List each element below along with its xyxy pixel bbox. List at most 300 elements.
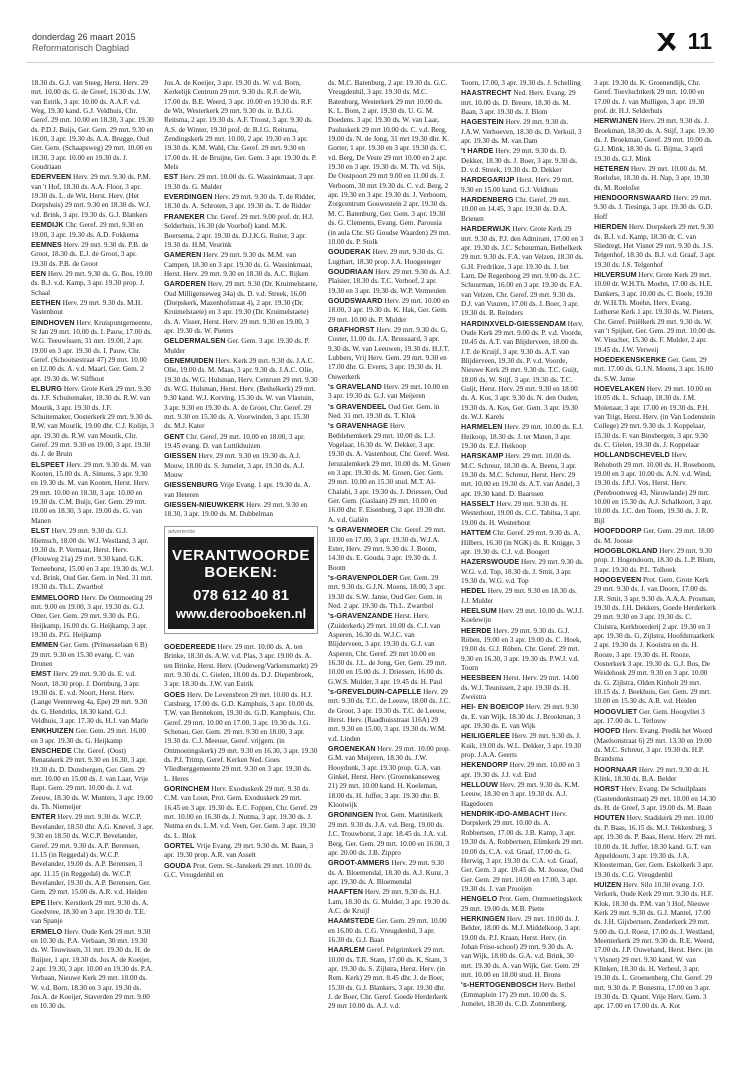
service-times: Herv. Stadskerk 29 mrt. 10.00 ds. P. Baas, 16.15 ds. M.J. Tekkenburg, 3 apr. 19.30 ds. P. Baas, Herst. Herv. 29 mrt. 10.00 ds. H. Juffer, 18.30 kand. G.T. van Appeldoorn, 3 apr. 19.30 ds. J.A. Kloosterman, Ger. Gem. Eskolkerk 3 apr. 19.30 ds. C.G. Vreugdenhil bbox=[594, 814, 717, 879]
place-name: 's GRAVENHAGE bbox=[328, 421, 389, 431]
place-name: GOES bbox=[163, 689, 186, 699]
place-name: 's-GREVELDUIN-CAPELLE bbox=[328, 687, 422, 696]
service-times: Chr. Geref. 29 mrt. 10.00 en 14.45, 3 apr. 19.30 ds. D.A. Brienen bbox=[461, 196, 571, 223]
service-times: Geref. Pelgrimkerk 29 mrt. 10.00 ds. T.R. Stam, 17.00 ds. K. Stam, 3 apr. 19.30 ds. S. Zijlstra, Herst. Herv. (in Rem. Kerk) 29 mrt. 8.45 dhr. J. de Boer, 15.30 ds. G.J. Blankers, 3 apr. 19.30 dhr. J. de Boer, Chr. Geref. Goede Herderkerk 29 mrt 10.00 ds. A.J. v.d. bbox=[328, 946, 448, 1011]
place-name: 's GRAVENMOER bbox=[328, 525, 389, 535]
place-name: HOOFDDORP bbox=[594, 526, 642, 536]
service-times: Herv. Evang. De Schuilplaats (Gastendonkstraat) 29 mrt. 10.00 en 14.30 ds. H. de Greef, 3 apr. 19.00 ds. M. Baan bbox=[594, 785, 716, 813]
service-listing-entry bbox=[461, 894, 584, 914]
service-listing-entry bbox=[328, 945, 451, 1011]
service-listing-entry bbox=[594, 270, 717, 355]
service-times: Chr. Geref. 29 mrt. 9.00 prof. dr. H.J. Selderhuis, 16.30 (de Voorhof) kand. M.K. Boersema, 2 apr. 19.30 ds. D.J.K.G. Ruiter, 3 apr. 19.30 ds. H.M. Veurink bbox=[163, 212, 314, 249]
place-name: HOOGEVEEN bbox=[594, 574, 642, 584]
service-listing-entry bbox=[31, 812, 154, 897]
page-header bbox=[26, 22, 714, 62]
service-times: Ger. Gem. 29 mrt. 16.00 en 3 apr. 19.30 ds. G. Heijkamp bbox=[31, 727, 146, 745]
place-name: GENEMUIDEN bbox=[163, 355, 214, 365]
service-listing-entry bbox=[328, 421, 451, 525]
service-listing-entry bbox=[461, 731, 584, 760]
service-listing-entry bbox=[328, 402, 451, 422]
service-times: Herv. 29 mrt. 10.00 ds. A. ten Brinke, 18.30 ds. A.W. v.d. Plas, 3 apr. 19.00 ds. A. ten Brinke, Herst. Herv. (Oudeweg/Varkensmarkt) 29 mrt. 9.30 ds. C. Gielen, 18.00 ds. D.J. Diepenbroek, 3 apr. 18.30 ds. J.W. van Estrik bbox=[163, 642, 318, 689]
advert-body bbox=[168, 537, 314, 629]
service-listing-entry bbox=[328, 858, 451, 887]
place-name: 's-HERTOGENBOSCH bbox=[461, 980, 538, 990]
service-listing-entry bbox=[594, 546, 717, 575]
service-listing-entry bbox=[164, 212, 318, 250]
service-listing-entry bbox=[328, 916, 451, 945]
service-times: Ger. Gem. 29 mrt. 9.30 ds. G.J.N. Moens, 18.00, 3 apr. 19.30 ds. S.W. Janse, Oud Ger. Gem. in Ned. 2 apr. 19.30 ds. Th.L. Zwartbol bbox=[328, 573, 446, 610]
service-times: Herv. 29 mrt. 9.30 ds. H. Westerhout, 19.00 ds. C.C. Tabitsa, 3 apr. 19.00 ds. H. Westerhout bbox=[461, 500, 581, 527]
place-name: HASSELT bbox=[461, 499, 495, 509]
service-listing-entry bbox=[328, 611, 451, 687]
text-column bbox=[328, 79, 451, 1059]
text-column bbox=[461, 79, 584, 1059]
advert-phone: 078 612 40 81 bbox=[193, 586, 289, 604]
place-name: EDERVEEN bbox=[31, 172, 72, 182]
place-name: HOEVELAKEN bbox=[594, 384, 645, 393]
place-name: EEMDIJK bbox=[31, 220, 64, 230]
place-name: HARDENBERG bbox=[461, 195, 514, 205]
service-listing-entry bbox=[328, 887, 451, 916]
service-times: Herv. 29 mrt. 10.00 ds. J. Belder, 18.00 ds. M.J. Middelkoop, 3 apr. 19.00 ds. P.J. Kraan, Herst. Herv. (in Johan Friso-school) 29 mrt. 9.30 ds. A. van Wijk, 18.00 ds. G.A. v.d. Brink, 30 mrt. 19.30 ds. A. van Wijk, Ger. Gem. 29 mrt. 10.00 en 18.00 stud. H. Brons bbox=[461, 914, 581, 979]
service-times: Herst. Herv. 29 mrt. 9.30 en 15.00 kand. G.J. Veldhuis bbox=[461, 176, 574, 194]
service-times: Herv. 29 mrt. 9.30 ds. J. Broekman, 18.30 ds. A. Stijf, 3 apr. 19.30 ds. J. Broekman, Geref. 29 mrt. 10.00 ds. G.J. Mink, 18.30 ds. G. Bijma, 3 april 19.30 ds. G.J. Mink bbox=[594, 117, 714, 163]
service-times: Herv. 29 mrt. 9.30 ds. K.M. Leeuw, 18.30 en 3 apr. 19.30 ds. A.J. Hagedoorn bbox=[461, 781, 580, 808]
service-listing-entry bbox=[461, 319, 584, 423]
place-name: GIESSEN bbox=[163, 451, 197, 461]
advert-title-line2: BOEKEN: bbox=[204, 563, 278, 581]
service-times: Prot. Gem. Ontmoetingskerk 29 mrt. 19.00 ds. M.B. Piette bbox=[461, 895, 583, 913]
service-times: Herv. 29 mrt. 9.30 prop. J. Hogendoorn, 18.30 ds. L.P. Blom, 3 apr. 19.30 ds. P.L. Tolhoek bbox=[594, 546, 716, 574]
service-times: Herv. 29 mrt. 9.30 ds. G.J. Hiemsch, 18.00 ds. W.J. Westland, 3 apr. 19.30 ds. P. Vermaat, Herst. Herv. (Flouweg 21a) 29 mrt. 9.30 kand. G.K. Terneehorst, 15.00 en 3 apr. 19.30 ds. W.J. v.d. Brink, Oud Ger. Gem. in Ned. 31 mrt. 19.30 ds. Th.L. Zwartbol bbox=[31, 527, 154, 592]
service-listing-entry bbox=[594, 79, 717, 116]
service-listing-entry bbox=[461, 175, 584, 195]
service-times: Herv. Dorpskerk 29 mrt. 9.30 ds. B.J. v.d. Kamp, 18.30 dr. C. van Sliedregt, Het Visnet 29 mrt. 9.30 ds. J.S. Telgenhof, 18.30 ds. B.J. v.d. Graaf, 3 apr. 19.30 ds. J.S. Telgenhof bbox=[594, 223, 716, 269]
service-listing-entry bbox=[31, 593, 154, 641]
service-times: Herv. Kruispuntgemeente, St Jan 29 mrt. 10.00 ds. I. Pauw, 17.00 ds. W.G. Teeuwissen, 31 mrt. 19.00, 2 apr. 19.00 en 3 apr. 19.30 ds. I. Pauw, Chr. Geref. (Schootsestraat 47) 29 mrt. 10.00 en 12.00 ds. A. v.d. Maarl, Ger. Gem. 2 apr. 19.30 ds. W. Silfhout bbox=[31, 318, 153, 383]
service-times: Herv. 29 mrt. 10.00 prop. G.M. van Meijeren, 18.30 ds. J.W. Hooydonk, 3 apr. 19.30 prop. G.A. van Ginkel, Herst. Herv. (Groenekanseweg 21) 29 mrt. 10.00 kand. H. Koeleman, 18.00 ds. H. Juffer, 3 apr. 19.30 dhr. B. Klootwijk bbox=[328, 745, 451, 810]
place-name: HEI- EN BOEICOP bbox=[461, 702, 525, 712]
service-times: Ger. Gem. 29 mrt. 18.00 ds. M. Joosse bbox=[594, 527, 714, 545]
service-listing-entry bbox=[461, 79, 584, 88]
service-times: Herv. 29 mrt. 9.30 ds. W.G. v.d. Top, 18.30 ds. J. Smit, 3 apr. 19.30 ds. W.G. v.d. Top bbox=[461, 558, 584, 585]
service-times: Herv. Bethel (Emmaplein 17) 29 mrt. 10.00 ds. S. Jumelet, 18.30 ds. C.D. Zonnenberg, bbox=[461, 981, 576, 1008]
header-date: donderdag 26 maart 2015 bbox=[32, 32, 136, 42]
service-times: Herv. Grote Kerk 29 mrt. 9.30 ds. J.F. Schuitemaker, 18.30 ds. R.W. van Mourik, 3 apr. 19.30 ds. J.F. Schuitemaker, Oosterkerk 29 mrt. 9.30 ds. R.W. van Mourik, 19.00 dhr. C.J. Kolijn, 3 apr. 19.30 ds. R.W. van Mourik, Chr. Geref. 29 mrt. 9.30 en 19.00, 3 apr. 19.30 ds. J. de Bruin bbox=[31, 385, 154, 459]
service-times: 3 apr. 19.30 ds. K. Groenendijk, Chr. Geref. Toevluchtkerk 29 mrt. 10.00 en 17.00 ds. J. van Mulligen, 3 apr. 19.30 prof. dr. H.J. Selderhuis bbox=[594, 79, 705, 116]
place-name: HOOGBLOKLAND bbox=[594, 545, 658, 555]
place-name: HEERDE bbox=[461, 625, 492, 635]
place-name: ELBURG bbox=[31, 384, 62, 393]
place-name: HELLOUW bbox=[461, 780, 499, 790]
place-name: EMMEN bbox=[31, 640, 59, 650]
service-times: Herv. 29 mrt. 9.30 (Dr. Kruimelstaete, Oud Milligenseweg 34a) ds. D. v.d. Streek, 16.00 (Dorpskerk, Mazenhofstraat 4), 2 apr. 19.30 (Dr. Kruimelstaete) en 3 apr. 19.30 (Dr. Kruimelstaete) ds. A. Visser, Herst. Herv. 29 mrt. 9.30 en 19.00, 3 apr. 19.30 ds. W. Pieters bbox=[163, 280, 318, 335]
service-times: Herv. 29 mrt. 9.30 ds. J. Kuik, 19.00 ds. W.L. Dekker, 3 apr. 19.30 prop. J.A.A. Geerts bbox=[461, 732, 582, 760]
place-name: 't HARDE bbox=[461, 146, 494, 156]
service-listing-entry bbox=[461, 557, 584, 586]
place-name: EETHEN bbox=[31, 297, 61, 307]
advert-tag: advertentie bbox=[167, 528, 196, 535]
service-times: Herv. Grote Kerk 29 mrt. 9.30 ds. P.J. den Admirant, 17.00 en 3 apr. 19.30 ds. J.C. Schuurman, Bethelkerk 29 mrt. 9.30 ds. F.A. van Velzen, 18.30 ds. G.H. Fredrikze, 3 apr. 19.30 ds. J. bet Lam, De Regenboog 29 mrt. 9.00 ds. J.C. Schuurman, 16.00 en 3 apr. 19.30 ds. F.A. van Velzen, Chr. Geref. 29 mrt. 9.30 ds. D.J. van Vuuren, 17.00 ds. J. Boer, 3 apr. 19.30 ds. B. Reinders bbox=[461, 225, 584, 318]
place-name: GOUDERAK bbox=[328, 247, 371, 257]
service-listing-entry bbox=[31, 79, 154, 172]
service-listing-entry bbox=[461, 224, 584, 318]
service-times: Herv. 29 mrt. 9.30 ds. M.H. Vastenhout bbox=[31, 298, 143, 317]
service-listing-entry bbox=[461, 760, 584, 780]
service-times: Herv. Kerk 29 mrt. 9.30 ds. J.A.C. Olie, 19.00 ds. M. Maas, 3 apr. 9.30 ds. J.A.C. Olie, 19.30 ds. W.G. Hulsman, Herv. Centrum 29 mrt. 9.30 ds. W.G. Hulsman, Herst. Herv. (Bethelkerk) 29 mrt. 9.30 kand. W.J. Korving, 15.30 ds. W. van Vlastuin, 3 apr. 9.30 en 19.30 ds. A. de Groot, Chr. Geref. 29 mrt. 9.30 en 15.30 ds. A. Voorwinden, 3 apr. 15.30 ds. M.J. Kater bbox=[163, 356, 318, 431]
service-times: Herv. 29 mrt. 10.00 ds. G. Wassinkmaat, 3 apr. 19.30 ds. G. Mulder bbox=[163, 173, 315, 191]
service-times: Herv. 29 mrt. 9.30 ds. E. v.d. Noort, 18.30 prop. J. Dornburg, 3 apr. 19.30 ds. E. v.d. Noort, Herst. Herv. (Lange Veenteweg 4a, Epe) 29 mrt. 9.30 ds. G. Hendriks, 18.30 kand. G.J. Veldhuis, 3 apr. 17.30 ds. H.J. van Marle bbox=[31, 670, 149, 726]
place-name: 's-GRAVENZANDE bbox=[328, 611, 393, 621]
service-listing-entry bbox=[461, 195, 584, 224]
place-name: 's-GRAVENPOLDER bbox=[328, 572, 398, 582]
place-name: 's GRAVENDEEL bbox=[328, 401, 387, 411]
service-listing-entry bbox=[594, 450, 717, 526]
service-listing-entry bbox=[328, 744, 451, 810]
place-name: GRAFHORST bbox=[328, 324, 375, 334]
service-times: Herst. Herv. 29 mrt. 14.00 ds. W.J. Teunissen, 2 apr. 19.30 ds. H. Zweistra bbox=[461, 674, 579, 701]
service-listing-entry bbox=[31, 318, 154, 384]
service-times: Herv. 29 mrt. 9.30 en 18.30, 3 apr. 19.00 ds. M. Dubbelman bbox=[163, 501, 308, 519]
service-listing-entry bbox=[461, 702, 584, 731]
service-times: Vrije Evang. 1 apr. 19.30 ds. A. van Heteren bbox=[163, 481, 311, 499]
service-times: Vrije Evang. 29 mrt. 9.30 ds. M. Baan, 3 apr. 19.30 prop. A.R. van Asselt bbox=[163, 842, 314, 860]
service-times: Ger. Gem. 29 mrt. 10.00 en 16.00 ds. C.G. Vreugdenhil, 3 apr. 16.30 ds. G.J. Baan bbox=[328, 917, 447, 944]
service-listing-entry bbox=[328, 296, 451, 325]
place-name: HAAFTEN bbox=[328, 887, 364, 897]
service-listing-entry bbox=[164, 279, 318, 336]
service-listing-entry bbox=[461, 528, 584, 557]
place-name: GAMEREN bbox=[163, 250, 202, 260]
service-times: Herv. 29 mrt. 9.30 ds. J. Tiesinga, 3 apr. 19.30 ds. G.D. Hoff bbox=[594, 194, 713, 221]
service-times: Herv. 29 mrt. 9.30 ds. M.M. van Campen, 18.30 en 3 apr. 19.30 ds. G. Wassinkmaat, Herst. Herv. 29 mrt. 9.30 en 18.30 ds. A.C. Rijken bbox=[163, 251, 313, 278]
service-times: Herv. 29 mrt. 9.30 ds. W.C.P. Bevelander, 18.50 dhr. A.G. Knevel, 3 apr. 9.30 en 18.50 ds. W.C.P. Bevelander, Geref. 29 mrt. 9.30 ds. A.P. Berensen, 11.15 (in Reggedal) ds. W.C.P. Bevelander, 19.00 ds. A.P. Berensen, 3 apr. 11.15 (in Reggedal) ds. W.C.P. Bevelander, 19.30 ds. A.P. Berensen, Ger. Gem. 29 mrt. 15.00 ds. A.R. v.d. Heiden bbox=[31, 813, 154, 897]
place-name: GROOT-AMMERS bbox=[328, 858, 390, 868]
place-name: GARDEREN bbox=[163, 279, 206, 289]
advert-title-line1: VERANTWOORDE bbox=[171, 546, 311, 564]
place-name: HOUTEN bbox=[594, 813, 625, 823]
place-name: HAAMSTEDE bbox=[328, 916, 375, 926]
service-listing-entry bbox=[594, 726, 717, 764]
service-times: Toorn, 17.00, 3 apr. 19.30 ds. J. Schelling bbox=[461, 79, 581, 87]
advertisement-box bbox=[164, 526, 318, 634]
service-times: Herv. Exoduskerk 29 mrt. 9.30 ds. C.M. van Loon, Prot. Gem. Exoduskerk 29 mrt. 16.45 en 3 apr. 19.30 ds. E.C. Foppen, Chr. Geref. 29 mrt. 10.00 en 16.30 ds. J. Nutma, 3 apr. 19.30 ds. J. Nutma en ds. L.M. v.d. Veen, Ger. Gem. 3 apr. 19.30 ds. L. Blok bbox=[163, 784, 318, 840]
place-name: HIERDEN bbox=[594, 222, 628, 232]
service-times: Herv. Bethlehemkerk 29 mrt. 10.00 ds. L.J. Vogelaar, 16.30 ds. W. Dekker, 3 apr. 19.30 ds. A. Vastenhout, Chr. Geref. West. Jeruzalemkerk 29 mrt. 10.00 ds. M. Groen en 3 apr. 19.30 ds. M. Groen, Ger. Gem. 29 mrt. 10.00 en 15.30 stud. M.T. Al-Chalabi, 3 apr. 19.30 ds. J. Driessen, Oud Ger. Gem. (Gaslaan) 29 mrt. 10.00 en 16.00 dhr. F. Eisenburg, 3 apr. 19.30 dhr. A. v.d. Galiën bbox=[328, 422, 451, 524]
place-name: ENSCHEDE bbox=[31, 746, 72, 756]
place-name: GOUDRIAAN bbox=[328, 266, 374, 276]
place-name: ENKHUIZEN bbox=[31, 726, 74, 736]
service-listing-entry bbox=[164, 451, 318, 480]
service-times: Jos.A. de Koeijer, 3 apr. 19.30 ds. W. v.d. Born, Kerkelijk Centrum 29 mrt. 9.30 ds. R.F. de Wit, 17.00 ds. B.E. Weerd, 3 apr. 10.00 en 19.30 ds. R.F. de Wit, Westerkerk 29 mrt. 9.30 ds. ir. B.J.G. Reitsma, 2 apr. 19.30 ds. A.F. Troost, 3 apr. 9.30 ds. A.S. de Winter, 19.30 prof. dr. B.J.G. Reitsma, Zendingskerk 29 mrt. 10.00, 2 apr. 19.30 en 3 apr. 19.30 ds. K.M. Wahl, Chr. Geref. 29 mrt. 9.30 en 17.00 ds. H. de Bruijne, Ger. Gem. 3 apr. 19.30 ds. P. Mels bbox=[163, 79, 317, 172]
service-times: Herv. Grote Kerk 29 mrt. 10.00 dr. W.H.Th. Moehn, 17.00 ds. H.E. Dankers, 3 apr. 10.00 ds. C. Boele, 19.30 dr. W.H.Th. Moehn, Herv. Evang. Lutherse Kerk 1 apr. 19.30 ds. W. Pieters, Chr. Geref. Pniëlkerk 29 mrt. 9.30 ds. W. van 't Spijker, Ger. Gem. 29 mrt. 10.00 ds. W. Visscher, 15.30 ds. F. Mulder, 2 apr. 19.45 ds. J.W. Verweij bbox=[594, 270, 716, 354]
service-times: Herv. 29 mrt. 10.00 ds. E.J. Heikoop, 18.30 ds. J. ter Maten, 3 apr. 19.30 ds. E.J. Heikoop bbox=[461, 423, 584, 451]
place-name: HAASTRECHT bbox=[461, 88, 512, 98]
service-listing-entry bbox=[164, 690, 318, 784]
place-name: GOUDSWAARD bbox=[328, 295, 383, 305]
service-times: Herv. 29 mrt. 9.30 ds. T.C. de Leeuw, 18.00 ds. J.C. de Groot, 3 apr. 19.30 ds. T.C. de Leeuw, Herst. Herv. (Raadhuisstraat 116A) 29 mrt. 9.30 en 15.00, 3 apr. 19.30 ds. W.M. v.d. Linden bbox=[328, 688, 451, 743]
place-name: EEMNES bbox=[31, 239, 62, 249]
service-listing-entry bbox=[164, 500, 318, 520]
place-name: GENT bbox=[163, 431, 185, 441]
service-times: Herv. 29 mrt. 9.30 ds. H.J. Lam, 18.30 ds. G. Mulder, 3 apr. 19.30 ds. A.C. de Kruijf bbox=[328, 888, 450, 915]
service-listing-entry bbox=[31, 746, 154, 812]
service-times: Herv. Kerstkerk 29 mrt. 9.30 ds. A. Goedvree, 18.30 en 3 apr. 19.30 dr. T.E. van Spanje bbox=[31, 898, 149, 926]
place-name: HERKINGEN bbox=[461, 913, 506, 923]
service-listing-entry bbox=[164, 356, 318, 432]
service-listing-entry bbox=[31, 269, 154, 298]
place-name: GRONINGEN bbox=[328, 810, 374, 820]
service-times: Herv. 29 mrt. 9.30 en 19.30 ds. A.J. Mouw, 18.00 ds. S. Jumelet, 3 apr. 19.30 ds. A.J. Mouw bbox=[163, 452, 305, 480]
service-listing-entry bbox=[594, 384, 717, 450]
header-divider bbox=[26, 62, 714, 63]
service-times: Herv. 29 mrt. 10.00 en 3 apr. 19.30 ds. G.J. van Meijeren bbox=[328, 383, 449, 401]
service-listing-entry bbox=[461, 451, 584, 499]
service-listing-entry bbox=[31, 240, 154, 269]
service-times: Herv. Oude Kerk 29 mrt. 9.30 en 10.30 ds. P.A. Verbaan, 30 mrt. 19.30 ds. W. Teuwissen, 31 mrt. 19.30 ds. H. de Ruijter, 1 apr. 19.30 ds. Jos A. de Koeijer, 2 apr. 19.30, 3 apr. 10.00 en 19.30 ds. P.A. Verbaan, Nieuwe Kerk 29 mrt. 10.00 ds. W. v.d. Born, 18.30 en 3 apr. 19.30 ds. Jos.A. de Koeijer, Staverden 29 mrt. 9.00 en 10.30 ds. bbox=[31, 927, 153, 1011]
service-times: Ger. Gem. Hoogvliet 3 apr. 17.00 ds. L. Terlouw bbox=[594, 707, 705, 726]
service-times: Herv. 29 mrt. 10.00 en 18.00, 3 apr. 19.30 ds. K. Hak, Ger. Gem. 29 mrt. 10.00 ds. P. Mulder bbox=[328, 296, 450, 324]
service-listing-entry bbox=[594, 813, 717, 879]
place-name: GOEDEREEDE bbox=[163, 641, 216, 651]
service-times: Herv. Dorpskerk 29 mrt. 10.00 ds. A. Robbertsen, 17.00 ds. J.B. Kamp, 3 apr. 19.30 ds. A. Robbertsen, Elimkerk 29 mrt. 10.00 ds. C.A. v.d. Graaf, 17.00 ds. G. Herwig, 3 apr. 19.30 ds. C.A. v.d. Graaf, Ger. Gem. 3 apr. 19.45 ds. M. Joosse, Oud Ger. Gem. 29 mrt. 10.00 en 17.00, 3 apr. 19.30 ds. J. van Prooijen bbox=[461, 810, 583, 893]
service-times: Herv. 29 mrt. 10.00 en 10.05 dk. L. Schaap, 18.30 ds. J.M. Molenaar, 3 apr. 17.00 en 19.30 ds. P.H. van Trigt, Herst. Herv. (in Van Lodenstein College) 29 mrt. 9.30 ds. J. Koppelaar, 15.30 ds. F. van Binsbergen, 3 apr. 9.30 ds. C. Gielen, 19.30 ds. J. Koppelaar bbox=[594, 385, 715, 450]
service-times: Herv. 29 mrt. 9.30 ds. P.M. van 't Hof, 18.30 ds. A.A. Floor, 3 apr. 19.30 ds. L. de Wit, Herst. Herv. (Het Dorpshuis) 29 mrt. 9.30 en 18.30 ds. W.J. v.d. Brink, 3 apr. 19.30 ds. G.J. Blankers bbox=[31, 173, 151, 219]
text-column bbox=[594, 79, 717, 1059]
place-name: HARDINXVELD-GIESSENDAM bbox=[461, 318, 566, 328]
place-name: HATTEM bbox=[461, 528, 492, 538]
service-times: Herv. 29 mrt. 10.00 en 3 apr. 19.30 ds. J.J. v.d. End bbox=[461, 761, 580, 779]
service-listing-entry bbox=[594, 575, 717, 707]
advert-website: www.derooboeken.nl bbox=[175, 605, 307, 621]
place-name: 's GRAVELAND bbox=[328, 382, 382, 391]
service-listing-entry bbox=[31, 384, 154, 460]
place-name: GROENEKAN bbox=[328, 744, 376, 754]
service-listing-entry bbox=[594, 526, 717, 546]
service-times: Chr. Geref. 29 mrt. 10.00 en 18.00, 3 apr. 19.45 evang. D. van Luttikhuizen bbox=[163, 432, 305, 451]
service-times: Herv. Oude Kerk 29 mrt. 9.00 ds. P. v.d. Voorde, 10.45 ds. A.T. van Blijderveen, 18.00 ds. J.T. de Kruijf, 3 apr. 9.30 ds. A.T. van Blijderveen, 19.30 ds. P. v.d. Voorde, Nieuwe Kerk 29 mrt. 9.30 ds. T.C. Guijt, 18.00 ds. W. Stijf, 3 apr. 19.30 ds. T.C. Guijt, Herst. Herv. 29 mrt. 9.30 en 18.00 ds. A. Kos, 3 apr. 9.30 ds. N. den Ouden, 19.30 ds. A. Kos, Ger. Gem. 3 apr. 19.30 ds. W.J. Karels bbox=[461, 319, 584, 422]
service-times: Chr. Geref. 29 mrt. 9.30 en 19.00, 3 apr. 19.30 ds. A.D. Fokkema bbox=[31, 221, 144, 239]
header-publication: Reformatorisch Dagblad bbox=[32, 43, 130, 53]
service-times: Herv. 29 mrt. 9.30 ds. G.J. Röben, 19.00 en 3 apr. 19.00 ds. C. Hoek, 19.00 ds. G.J. Röben, Chr. Geref. 29 mrt. 9.30 en 16.30, 3 apr. 19.30 ds. P.W.J. v.d. Toorn bbox=[461, 626, 582, 672]
service-times: Chr. Geref. (Oost) Renatakerk 29 mrt. 9.30 en 16.30, 3 apr. 19.30 ds. D. Dunsbergen, Ger. Gem. 29 mrt. 10.00 en 15.00 ds. J. van Laar, Vrije Rapt. Gem. 29 mrt. 10.00 ds. J. v.d. Zeeuw, 18.30 ds. W. Munters, 3 apr. 19.00 ds. Th. Niemeijer bbox=[31, 747, 153, 812]
service-listing-entry bbox=[461, 146, 584, 175]
place-name: HARSKAMP bbox=[461, 451, 504, 461]
service-listing-entry bbox=[328, 382, 451, 402]
place-name: HAZERSWOUDE bbox=[461, 557, 520, 567]
place-name: GORINCHEM bbox=[163, 783, 210, 793]
place-name: HIENDOORNSWAARD bbox=[594, 193, 672, 203]
service-listing-entry bbox=[594, 222, 717, 270]
service-listing-entry bbox=[31, 669, 154, 726]
service-listing-entry bbox=[461, 914, 584, 980]
service-listing-entry bbox=[328, 810, 451, 858]
service-times: Herv. 29 mrt. 9.30 ds. G. Lugthart, 18.30 prop. J.A. Hoogesteger bbox=[328, 248, 444, 266]
service-listing-entry bbox=[31, 726, 154, 746]
service-listing-entry bbox=[594, 355, 717, 384]
church-services-listing bbox=[31, 79, 717, 1059]
service-listing-entry bbox=[328, 267, 451, 296]
service-times: Prot. Gem. Martinikerk 29 mrt. 9.30 ds. J.A. v.d. Berg, 19.00 ds. J.C. Trouwborst, 3 apr. 18.45 ds. J.A. v.d. Berg, Ger. Gem. 29 mrt. 10.00 en 16.00, 3 apr. 20.00 ds. J.B. Zippro bbox=[328, 811, 450, 857]
place-name: HEDEL bbox=[461, 586, 486, 596]
place-name: ENTER bbox=[31, 812, 56, 822]
place-name: GELDERMALSEN bbox=[163, 336, 226, 346]
service-listing-entry bbox=[164, 336, 318, 356]
service-listing-entry bbox=[164, 861, 318, 881]
service-listing-entry bbox=[594, 784, 717, 813]
place-name: HOLLANDSCHEVELD bbox=[594, 450, 670, 460]
place-name: ELSPEET bbox=[31, 459, 65, 469]
service-listing-entry bbox=[461, 606, 584, 626]
place-name: FRANEKER bbox=[163, 211, 205, 221]
service-times: Prot. Gem. St.-Janskerk 29 mrt. 10.00 ds. G.C. Vreugdenhil en bbox=[163, 861, 313, 880]
place-name: GIESSENBURG bbox=[163, 480, 219, 490]
place-name: EST bbox=[163, 172, 179, 182]
place-name: HILVERSUM bbox=[594, 269, 637, 279]
service-times: Herv. 29 mrt. 9.30 ds. M. van Kooten, 15.00 ds. A. Simons, 3 apr. 9.30 en 19.30 ds. M. van Kooten, Herst. Herv. 29 mrt. 10.00 en 18.30, 3 apr. 10.00 en 19.30 ds. C.M. Buijs, Ger. Gem. 29 mrt. 10.00 en 18.30, 3 apr. 19.00 ds. G. van Manen bbox=[31, 460, 152, 525]
service-times: Ger. Gem. 3 apr. 19.30 ds. P. Mulder bbox=[163, 337, 310, 355]
service-listing-entry bbox=[328, 687, 451, 744]
place-name: HEKENDORP bbox=[461, 760, 508, 770]
service-listing-entry bbox=[594, 193, 717, 222]
place-name: EINDHOVEN bbox=[31, 317, 75, 327]
service-times: Ned. Herv. Evang. 29 mrt. 10.00 ds. D. Breure, 18.30 ds. M. Baan, 3 apr. 19.30 ds. J. Blom bbox=[461, 89, 576, 117]
service-times: Herv. 29 mrt. 9.30 ds. D. Dekker, 18.30 ds. J. Boer, 3 apr. 9.30 ds. D. v.d. Streek, 19.30 ds. D. Dekker bbox=[461, 147, 578, 175]
service-listing-entry bbox=[164, 841, 318, 861]
service-listing-entry bbox=[461, 499, 584, 528]
service-listing-entry bbox=[461, 809, 584, 894]
service-listing-entry bbox=[328, 325, 451, 382]
service-listing-entry bbox=[31, 298, 154, 318]
place-name: HEILIGERLEE bbox=[461, 731, 511, 741]
service-listing-entry bbox=[461, 88, 584, 117]
service-times: Herv. 29 mrt. 10.00 ds. W.J.J. Koelewijn bbox=[461, 606, 584, 625]
place-name: HERWIJNEN bbox=[594, 116, 638, 126]
place-name: GOUDA bbox=[163, 860, 192, 870]
place-name: GIESSEN-NIEUWKERK bbox=[163, 500, 245, 510]
service-listing-entry bbox=[328, 79, 451, 247]
service-listing-entry bbox=[328, 525, 451, 573]
place-name: HOOFD bbox=[594, 726, 621, 736]
service-times: Herv. De Ontmoeting 29 mrt. 9.00 en 19.00, 3 apr. 19.30 ds. G.J. Otter, Ger. Gem. 29 mrt. 9.30 ds. P.G. Heijkamp, 16.00 ds. G. Heijkamp, 3 apr. 19.30 ds. P.G. Heijkamp bbox=[31, 593, 153, 639]
service-listing-entry bbox=[594, 765, 717, 785]
service-listing-entry bbox=[461, 673, 584, 702]
place-name: ERMELO bbox=[31, 926, 63, 936]
place-name: HENDRIK-IDO-AMBACHT bbox=[461, 809, 550, 819]
text-column bbox=[31, 79, 154, 1059]
service-listing-entry bbox=[164, 172, 318, 192]
service-listing-entry bbox=[31, 898, 154, 927]
service-times: Herv. 29 mrt. 10.00 ds. M.C. Schreur, 18.30 ds. A. Beens, 3 apr. 19.30 ds. M.C. Schreur, Herst. Herv. 29 mrt. 10.00 en 19.30 ds. A.T. van Andel, 3 apr. 19.30 kand. D. Baarssen bbox=[461, 452, 580, 498]
service-listing-entry bbox=[164, 192, 318, 212]
service-listing-entry bbox=[328, 573, 451, 611]
service-listing-entry bbox=[31, 927, 154, 1012]
place-name: HORST bbox=[594, 784, 620, 794]
service-times: Ger. Gem. (Prinsesselaan 6 B) 29 mrt. 9.30 en 15.30 evang. C. van Drunen bbox=[31, 641, 148, 668]
service-listing-entry bbox=[594, 164, 717, 193]
place-name: HOORNAAR bbox=[594, 764, 638, 774]
place-name: HAGESTEIN bbox=[461, 117, 504, 127]
service-times: Herv. Rehoboth 29 mrt. 10.00 ds. H. Roseboom, 19.00 en 3 apr. 10.00 ds. A.N. v.d. Wind, 19.30 ds. J.P.J. Vos, Herst. Herv. (Pereboomweg 43, Nieuwlande) 29 mrt. 10.00 en 15.30 ds. A.J. Schalkoort, 3 apr. 10.00 ds. J.C. den Toom, 19.30 ds. J. R. Bijl bbox=[594, 451, 716, 525]
place-name: HENGELO bbox=[461, 894, 498, 904]
service-times: Herv. 29 mrt. 9.30 ds. E. van Wijk, 18.30 ds. J. Brookman, 3 apr. 19.30 ds. E. van Wijk bbox=[461, 703, 581, 731]
service-times: Herv. 29 mrt. 9.30 ds. G. Bos, 19.00 ds. B.J. v.d. Kamp, 3 apr. 19.30 prop. J. Schaal bbox=[31, 269, 153, 297]
place-name: ELST bbox=[31, 526, 50, 536]
place-name: EVERDINGEN bbox=[163, 192, 213, 202]
service-listing-entry bbox=[164, 480, 318, 500]
service-listing-entry bbox=[164, 432, 318, 452]
service-times: Ger. Gem. 29 mrt. 17.00 ds. G.J.N. Moens, 3 apr. 16.00 ds. S.W. Janse bbox=[594, 355, 713, 383]
place-name: EEN bbox=[31, 268, 47, 278]
service-listing-entry bbox=[594, 707, 717, 727]
service-times: Chr. Geref. 29 mrt. 9.30 ds. A. Hilbers, 16.30 (in NGK) ds. R. Knigge, 3 apr. 19.30 ds. C.J. v.d. Boogert bbox=[461, 529, 581, 556]
service-times: Herv. Evang. Predik het Woord (Maelsonstraat 6) 29 mrt. 13.30 en 19.00 ds. M.C. Schreur, 3 apr. 19.30 ds. H.P. Brandsma bbox=[594, 727, 713, 764]
service-times: Herv. 29 mrt. 9.30 ds. G. Coster, 11.00 ds. J.A. Brussaard, 3 apr. 9.30 ds. W. van Leeuwen, 19.30 ds. H.J.T. Lubbers, Vrij Herv. Gem. 29 mrt. 9.30 en 17.00 dhr. G. Everts, 3 apr. 19.30 ds. H. Ouwerkerk bbox=[328, 325, 450, 381]
service-times: Herv. 29 mrt. 9.30 ds. J.A.W. Verhoeven, 18.30 ds. D. Verkuil, 3 apr. 19.30 ds. M. van Dam bbox=[461, 118, 582, 146]
place-name: HARDEGARIJP bbox=[461, 175, 515, 185]
place-name: GORTEL bbox=[163, 841, 195, 851]
service-listing-entry bbox=[461, 586, 584, 606]
place-name: HARDERWIJK bbox=[461, 224, 511, 234]
service-times: ds. M.C. Batenburg, 2 apr. 19.30 ds. G.C. Vreugdenhil, 3 apr. 19.30 ds. M.C. Batenburg, Westerkerk 29 mrt 10.00 ds. K. L. Bom, 2 apr. 19.30 ds. U. G. M. Doedens. 3 apr. 19.30 ds. W. van Laar, Pauluskerk 29 mrt 10.00 ds. C. v.d. Berg, 19.00 ds. N. de Jong, 31 mrt 19.30 dhr. K. Gorter, 1 apr. 19.30 en 3 apr. 19.30 ds. C. vd. Berg, De Veste 29 mrt 10.00 en 2 apr. 19.30 en 3 apr. 19.30 ds. M. Th. vd. Sijs, De Oostpoort 29 mrt 9.00 en 11.00 ds. J. Verboom, 30 mrt 19.30 ds. C. v.d. Berg, 2 apr. 19.30 en 3 apr. 19.30 ds. J. Verboom, Zorgcentrum Gouwestein 2 apr. 19.30 ds. M. C. Batenburg, Ger. Gem. 3 apr. 19.30 ds. G. Clements, Evang. Gem. Parousia (in aula Chr. SG Goudse Waarden) 29 mrt. 10.00 ds. P. Stolk bbox=[328, 79, 451, 246]
place-name: HAARLEM bbox=[328, 945, 365, 955]
service-listing-entry bbox=[31, 220, 154, 240]
service-listing-entry bbox=[31, 460, 154, 526]
page-number: 11 bbox=[687, 28, 712, 54]
service-listing-entry bbox=[461, 117, 584, 146]
service-times: Herst. Herv. (Zuiderkerk) 29 mrt. 10.00 ds. C.J. van Asperen, 16.30 ds. W.J.C. van Blijderveen, 3 apr. 19.30 ds. G.J. van Asperen, Chr. Geref. 29 mrt 10.00 en 16.30 ds. J.L. de Jong, Ger. Gem. 29 mrt. 10.00 en 15.00 ds. J. Driessen, 16.00 ds. G.W.S. Mulder, 3 apr. 19.45 ds. H. Paul bbox=[328, 612, 447, 686]
service-times: Herv. Silo 10.30 evang. J.O. Verkerk, Oude Kerk 29 mrt. 9.30 ds. H.F. Klok, 18.30 ds. P.M. van 't Hof, Nieuwe Kerk 29 mrt. 9.30 ds. G.J. Mantel, 17.00 ds. J.H. Gijsbertsen, Zenderkerk 29 mrt. 9.00 ds. G.J. Roest, 17.00 ds. J. Westland, Meenterkerk 29 mrt. 9.30 ds. R.E. Weerd, 17.00 ds. J.P. Ouwehand, Herst. Herv. (in 't Visnet) 29 mrt. 9.30 kand. W. van Klinken, 18.30 ds. H. Verheul, 3 apr. 19.30 ds. L. Groenenberg, Chr. Geref. 29 mrt. 9.30 ds. P. Bonestra, 17.00 en 3 apr. 19.30 ds. D. Quant. Vrije Herv. Gem. 3 apr. 17.00 en 17.00 ds. A. Kot bbox=[594, 880, 715, 1011]
place-name: HETEREN bbox=[594, 164, 630, 174]
service-times: Herv. 29 mrt. 10.00 ds. M. Roelofse, 18.30 ds. H. Nap, 3 apr. 19.30 ds. M. Roelofse bbox=[594, 165, 710, 192]
service-times: Herv. 29 mrt. 9.30 ds. P.B. de Groot, 18.30 ds. E.J. de Groot, 3 apr. 19.30 ds. P.B. de Groot bbox=[31, 240, 149, 268]
service-times: Herv. 29 mrt. 9.30 ds. A.J. Plaisier, 18.30 ds. T.C. Verhoef, 2 apr. 19.30 en 3 apr. 19.30 ds. W.P. Vermeulen bbox=[328, 267, 451, 295]
service-times: Chr. Geref. 29 mrt. 10.00 en 17.00, 3 apr. 19.30 ds. W.J.A. Ester, Herv. 29 mrt. 9.30 ds. J. Boom, 14.30 ds. E. Gouda, 3 apr. 19.30 ds. J. Boom bbox=[328, 526, 446, 572]
text-column bbox=[164, 79, 318, 1059]
service-times: Prot. Gem. Grote Kerk 29 mrt. 9.30 ds. J. van Doorn, 17.00 ds. J.R. Smit, 3 apr. 9.30 ds. A.A.A. Prosman, 19.30 ds. J.H. Dekkers, Goede Herderkerk 29 mrt. 9.30 en 3 apr. 19.30 ds. C. Cluistra, Kerkboerderij 2 apr. 19.30 en 3 apr. 19.30 ds. G. Zijlstra, Hoofdstraatkerk 2 apr. 19.30 ds. J. Kooistra en ds. H. Rooze, 3 apr. 19.30 ds. H. Rooze, Oosterkerk 3 apr. 19.30 ds. G.J. Bos, De Weidehoek 29 mrt. 9.30 en 3 apr. 10.00 ds. G. Zijlstra, Olden Kinholt 29 mrt. 10.15 ds. J. Beekhuis, Ger. Gem. 29 mrt. 10.00 en 15.30 ds. A.R. v.d. Heiden bbox=[594, 575, 717, 706]
place-name: HEELSUM bbox=[461, 605, 497, 615]
service-listing-entry bbox=[328, 247, 451, 267]
service-listing-entry bbox=[164, 784, 318, 841]
place-name: HOOGVLIET bbox=[594, 706, 638, 716]
service-listing-entry bbox=[594, 116, 717, 164]
service-listing-entry bbox=[164, 250, 318, 279]
service-times: Herv. 29 mrt. 9.30 ds. A. Bloemendal, 18.30 ds. A.J. Kunz, 3 apr. 19.30 ds. A. Bloemendal bbox=[328, 859, 449, 886]
service-listing-entry bbox=[31, 526, 154, 592]
place-name: HOEDEKENSKERKE bbox=[594, 354, 667, 364]
service-times: Oud Ger. Gem. in Ned. 31 mrt. 19.30 ds. T. Klok bbox=[328, 402, 440, 421]
service-times: Herv. 29 mrt. 9.30 dr. H. Klink, 18.30 ds. B.A. Belder bbox=[594, 765, 710, 784]
service-listing-entry bbox=[461, 626, 584, 674]
service-times: Herv. De Levensbron 29 mrt. 10.00 ds. H.J. Catsburg, 17.00 ds. G.D. Kamphuis, 3 apr. 10.00 ds. T.W. van Bennekom, 19.30 ds. G.D. Kamphuis, Chr. Geref. 29 mrt. 10.00 en 17.00, 3 apr. 19.30 ds. J.G. Schenau, Ger. Gem. 29 mrt. 9.30 en 18.00, 3 apr. 19.30 ds. C.J. Meeuse, Geref. vrijgem. (in Ontmoetingskerk) 29 mrt. 9.30 en 16.30, 3 apr. 19.30 ds. P.J. Trimp, Geref. Kerken Ned. Goes Vliedberggemeente 29 mrt. 9.30 en 3 apr. 19.30 ds. L. Heres bbox=[163, 690, 318, 783]
service-times: Herv. 29 mrt. 9.30 ds. T. de Ridder, 18.30 ds. A. Schroten, 3 apr. 19.30 ds. T. de Ridder bbox=[163, 193, 316, 211]
service-listing-entry bbox=[31, 640, 154, 669]
service-times: Herv. 29 mrt. 9.30 en 18.30 ds. J.J. Mulder bbox=[461, 587, 577, 605]
place-name: HEESBEEN bbox=[461, 673, 502, 683]
place-name: EPE bbox=[31, 897, 46, 907]
place-name: EMST bbox=[31, 669, 52, 679]
service-listing-entry bbox=[461, 980, 584, 1009]
place-name: HUIZEN bbox=[594, 879, 622, 889]
service-listing-entry bbox=[461, 422, 584, 451]
service-listing-entry bbox=[31, 172, 154, 220]
service-times: 18.30 ds. G.J. van Steeg, Herst. Herv. 29 mrt. 10.00 ds. G. de Greef, 16.30 ds. J.W. van Estrik, 3 apr. 10.00 ds. A.A.F. v.d. Weg, 19.30 kand. G.J. Veldhuis, Chr. Geref. 29 mrt. 10.00 en 18.30, 3 apr. 19.30 ds. P.D.J. Buijs, Ger. Gem. 29 mrt. 9.30 en 16.00, 3 apr. 19.30 ds. A.A. Brugge, Oud Ger. Gem. (Schaapsweg) 29 mrt. 10.00 en 18.30, 3 apr. 10.00 en 19.30 ds. J. Goudriaan bbox=[31, 79, 154, 172]
place-name: EMMELOORD bbox=[31, 592, 80, 602]
place-name: HARMELEN bbox=[461, 422, 503, 432]
service-listing-entry bbox=[164, 642, 318, 690]
service-listing-entry bbox=[461, 780, 584, 809]
service-listing-entry bbox=[164, 79, 318, 172]
